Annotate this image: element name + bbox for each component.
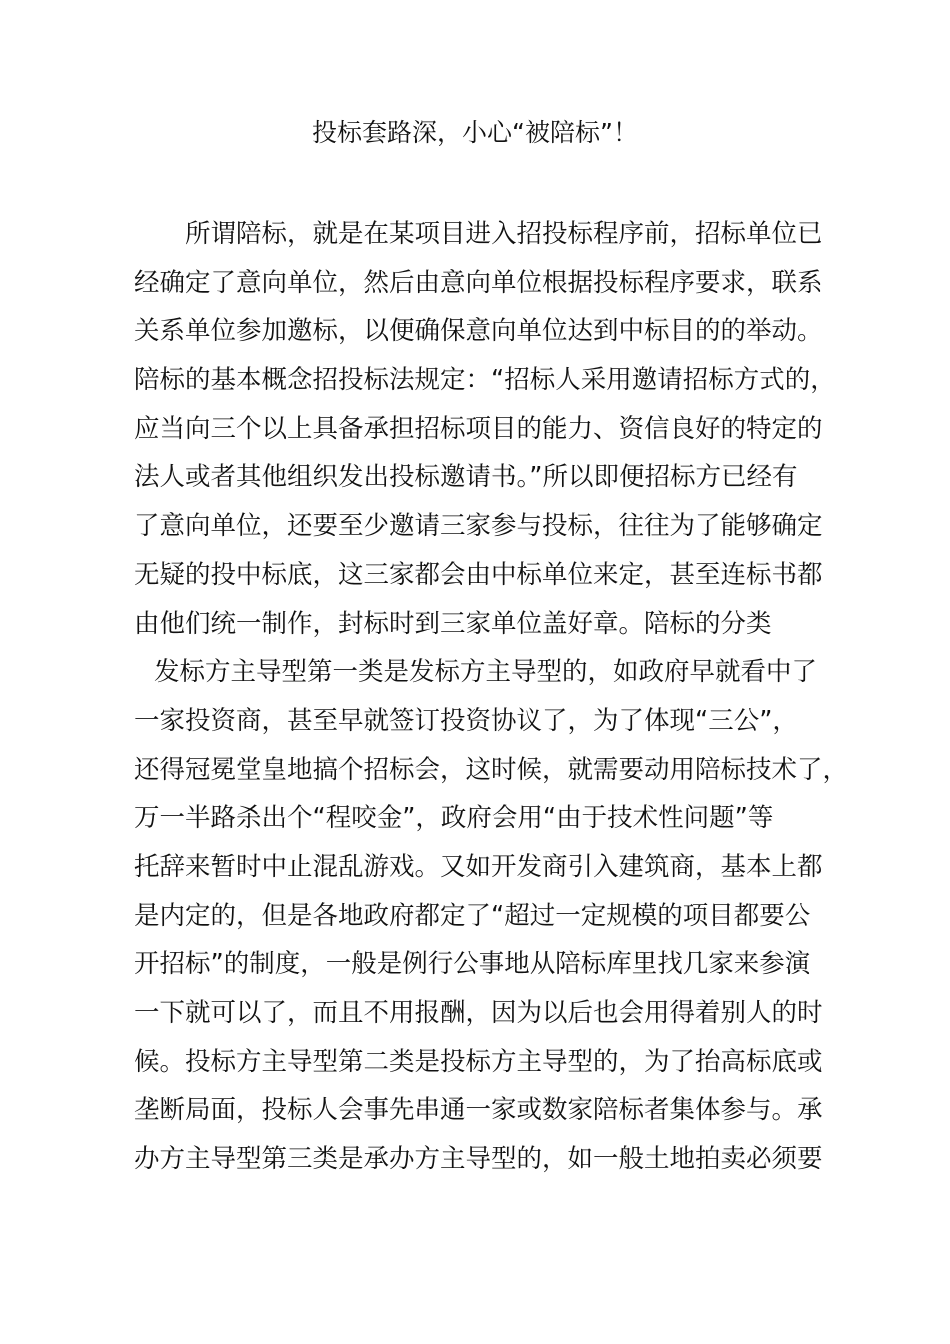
paragraph-line: 还得冠冕堂皇地搞个招标会，这时候，就需要动用陪标技术了， bbox=[134, 754, 849, 785]
paragraph-line: 一家投资商，甚至早就签订投资协议了，为了体现“三公”， bbox=[134, 705, 798, 736]
paragraph-line: 关系单位参加邀标，以便确保意向单位达到中标目的的举动。 bbox=[134, 316, 823, 347]
paragraph-line: 托辞来暂时中止混乱游戏。又如开发商引入建筑商，基本上都 bbox=[134, 851, 823, 882]
paragraph-line: 由他们统一制作，封标时到三家单位盖好章。陪标的分类 bbox=[134, 608, 772, 639]
paragraph-line: 应当向三个以上具备承担招标项目的能力、资信良好的特定的 bbox=[134, 413, 823, 444]
paragraph-line: 垄断局面，投标人会事先串通一家或数家陪标者集体参与。承 bbox=[134, 1095, 823, 1126]
paragraph-line: 发标方主导型第一类是发标方主导型的，如政府早就看中了 bbox=[154, 657, 818, 688]
document-body bbox=[134, 210, 849, 1184]
paragraph-line: 陪标的基本概念招投标法规定：“招标人采用邀请招标方式的， bbox=[134, 365, 836, 396]
paragraph-line: 了意向单位，还要至少邀请三家参与投标，往往为了能够确定 bbox=[134, 511, 823, 542]
paragraph-line: 法人或者其他组织发出投标邀请书。”所以即便招标方已经有 bbox=[134, 462, 798, 493]
document-title: 投标套路深，小心“被陪标”！ bbox=[312, 118, 638, 147]
paragraph-line: 候。投标方主导型第二类是投标方主导型的，为了抬高标底或 bbox=[134, 1046, 823, 1077]
paragraph-line: 是内定的，但是各地政府都定了“超过一定规模的项目都要公 bbox=[134, 900, 811, 931]
paragraph-line: 一下就可以了，而且不用报酬，因为以后也会用得着别人的时 bbox=[134, 998, 823, 1028]
paragraph-line: 经确定了意向单位，然后由意向单位根据投标程序要求，联系 bbox=[134, 267, 823, 298]
paragraph-line: 办方主导型第三类是承办方主导型的，如一般土地拍卖必须要 bbox=[134, 1144, 823, 1175]
paragraph-line: 万一半路杀出个“程咬金”，政府会用“由于技术性问题”等 bbox=[134, 803, 774, 834]
paragraph-line: 开招标”的制度，一般是例行公事地从陪标库里找几家来参演 bbox=[134, 949, 811, 980]
paragraph-line: 所谓陪标，就是在某项目进入招投标程序前，招标单位已 bbox=[185, 219, 823, 249]
paragraph-line: 无疑的投中标底，这三家都会由中标单位来定，甚至连标书都 bbox=[134, 559, 823, 590]
